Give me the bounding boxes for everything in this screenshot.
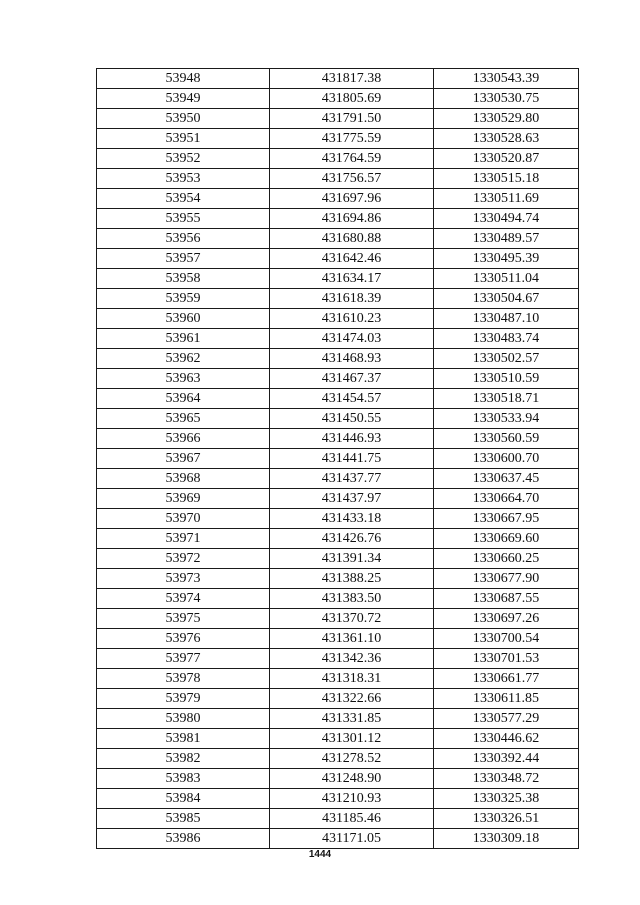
y-coordinate-cell: 1330611.85	[434, 689, 579, 709]
x-coordinate-cell: 431426.76	[270, 529, 434, 549]
y-coordinate-cell: 1330515.18	[434, 169, 579, 189]
x-coordinate-cell: 431634.17	[270, 269, 434, 289]
table-row	[97, 789, 579, 809]
table-row	[97, 169, 579, 189]
table-row	[97, 689, 579, 709]
point-id-cell: 53984	[97, 789, 270, 809]
point-id-cell: 53962	[97, 349, 270, 369]
y-coordinate-cell: 1330577.29	[434, 709, 579, 729]
point-id-cell: 53960	[97, 309, 270, 329]
point-id-cell: 53977	[97, 649, 270, 669]
x-coordinate-cell: 431322.66	[270, 689, 434, 709]
point-id-cell: 53957	[97, 249, 270, 269]
y-coordinate-cell: 1330446.62	[434, 729, 579, 749]
y-coordinate-cell: 1330701.53	[434, 649, 579, 669]
table-row	[97, 569, 579, 589]
x-coordinate-cell: 431437.97	[270, 489, 434, 509]
table-row	[97, 749, 579, 769]
table-row	[97, 669, 579, 689]
x-coordinate-cell: 431468.93	[270, 349, 434, 369]
y-coordinate-cell: 1330530.75	[434, 89, 579, 109]
point-id-cell: 53980	[97, 709, 270, 729]
point-id-cell: 53953	[97, 169, 270, 189]
x-coordinate-cell: 431370.72	[270, 609, 434, 629]
table-row	[97, 149, 579, 169]
x-coordinate-cell: 431388.25	[270, 569, 434, 589]
x-coordinate-cell: 431383.50	[270, 589, 434, 609]
point-id-cell: 53974	[97, 589, 270, 609]
y-coordinate-cell: 1330677.90	[434, 569, 579, 589]
table-row	[97, 289, 579, 309]
point-id-cell: 53951	[97, 129, 270, 149]
point-id-cell: 53982	[97, 749, 270, 769]
y-coordinate-cell: 1330510.59	[434, 369, 579, 389]
table-row	[97, 549, 579, 569]
table-row	[97, 309, 579, 329]
x-coordinate-cell: 431248.90	[270, 769, 434, 789]
x-coordinate-cell: 431185.46	[270, 809, 434, 829]
table-row	[97, 429, 579, 449]
x-coordinate-cell: 431764.59	[270, 149, 434, 169]
x-coordinate-cell: 431318.31	[270, 669, 434, 689]
y-coordinate-cell: 1330518.71	[434, 389, 579, 409]
point-id-cell: 53978	[97, 669, 270, 689]
point-id-cell: 53972	[97, 549, 270, 569]
point-id-cell: 53985	[97, 809, 270, 829]
point-id-cell: 53986	[97, 829, 270, 849]
x-coordinate-cell: 431301.12	[270, 729, 434, 749]
y-coordinate-cell: 1330529.80	[434, 109, 579, 129]
y-coordinate-cell: 1330669.60	[434, 529, 579, 549]
point-id-cell: 53981	[97, 729, 270, 749]
x-coordinate-cell: 431441.75	[270, 449, 434, 469]
table-row	[97, 349, 579, 369]
x-coordinate-cell: 431467.37	[270, 369, 434, 389]
table-row	[97, 629, 579, 649]
table-row	[97, 129, 579, 149]
coordinate-table	[96, 68, 579, 849]
table-row	[97, 69, 579, 89]
point-id-cell: 53983	[97, 769, 270, 789]
table-row	[97, 109, 579, 129]
y-coordinate-cell: 1330483.74	[434, 329, 579, 349]
y-coordinate-cell: 1330392.44	[434, 749, 579, 769]
x-coordinate-cell: 431697.96	[270, 189, 434, 209]
table-row	[97, 509, 579, 529]
y-coordinate-cell: 1330660.25	[434, 549, 579, 569]
y-coordinate-cell: 1330520.87	[434, 149, 579, 169]
x-coordinate-cell: 431331.85	[270, 709, 434, 729]
table-row	[97, 529, 579, 549]
point-id-cell: 53949	[97, 89, 270, 109]
y-coordinate-cell: 1330326.51	[434, 809, 579, 829]
table-row	[97, 769, 579, 789]
y-coordinate-cell: 1330502.57	[434, 349, 579, 369]
x-coordinate-cell: 431775.59	[270, 129, 434, 149]
y-coordinate-cell: 1330543.39	[434, 69, 579, 89]
table-row	[97, 189, 579, 209]
table-row	[97, 649, 579, 669]
x-coordinate-cell: 431791.50	[270, 109, 434, 129]
table-row	[97, 709, 579, 729]
x-coordinate-cell: 431680.88	[270, 229, 434, 249]
y-coordinate-cell: 1330511.04	[434, 269, 579, 289]
point-id-cell: 53967	[97, 449, 270, 469]
point-id-cell: 53966	[97, 429, 270, 449]
coordinate-table-body	[97, 69, 579, 849]
point-id-cell: 53956	[97, 229, 270, 249]
y-coordinate-cell: 1330528.63	[434, 129, 579, 149]
y-coordinate-cell: 1330697.26	[434, 609, 579, 629]
y-coordinate-cell: 1330661.77	[434, 669, 579, 689]
point-id-cell: 53975	[97, 609, 270, 629]
y-coordinate-cell: 1330637.45	[434, 469, 579, 489]
table-row	[97, 809, 579, 829]
table-row	[97, 609, 579, 629]
point-id-cell: 53970	[97, 509, 270, 529]
x-coordinate-cell: 431474.03	[270, 329, 434, 349]
x-coordinate-cell: 431278.52	[270, 749, 434, 769]
x-coordinate-cell: 431171.05	[270, 829, 434, 849]
y-coordinate-cell: 1330325.38	[434, 789, 579, 809]
point-id-cell: 53961	[97, 329, 270, 349]
y-coordinate-cell: 1330348.72	[434, 769, 579, 789]
point-id-cell: 53971	[97, 529, 270, 549]
y-coordinate-cell: 1330309.18	[434, 829, 579, 849]
x-coordinate-cell: 431805.69	[270, 89, 434, 109]
y-coordinate-cell: 1330494.74	[434, 209, 579, 229]
y-coordinate-cell: 1330487.10	[434, 309, 579, 329]
table-row	[97, 369, 579, 389]
table-row	[97, 469, 579, 489]
y-coordinate-cell: 1330560.59	[434, 429, 579, 449]
table-row	[97, 409, 579, 429]
y-coordinate-cell: 1330600.70	[434, 449, 579, 469]
y-coordinate-cell: 1330667.95	[434, 509, 579, 529]
point-id-cell: 53973	[97, 569, 270, 589]
y-coordinate-cell: 1330664.70	[434, 489, 579, 509]
point-id-cell: 53979	[97, 689, 270, 709]
x-coordinate-cell: 431433.18	[270, 509, 434, 529]
point-id-cell: 53968	[97, 469, 270, 489]
table-row	[97, 249, 579, 269]
table-row	[97, 389, 579, 409]
point-id-cell: 53952	[97, 149, 270, 169]
point-id-cell: 53969	[97, 489, 270, 509]
table-row	[97, 729, 579, 749]
point-id-cell: 53958	[97, 269, 270, 289]
x-coordinate-cell: 431694.86	[270, 209, 434, 229]
page-number: 1444	[308, 849, 332, 860]
table-row	[97, 329, 579, 349]
point-id-cell: 53964	[97, 389, 270, 409]
point-id-cell: 53959	[97, 289, 270, 309]
point-id-cell: 53955	[97, 209, 270, 229]
y-coordinate-cell: 1330495.39	[434, 249, 579, 269]
y-coordinate-cell: 1330533.94	[434, 409, 579, 429]
table-row	[97, 89, 579, 109]
y-coordinate-cell: 1330489.57	[434, 229, 579, 249]
x-coordinate-cell: 431610.23	[270, 309, 434, 329]
point-id-cell: 53950	[97, 109, 270, 129]
table-row	[97, 829, 579, 849]
table-row	[97, 449, 579, 469]
x-coordinate-cell: 431210.93	[270, 789, 434, 809]
x-coordinate-cell: 431342.36	[270, 649, 434, 669]
table-row	[97, 269, 579, 289]
table-row	[97, 229, 579, 249]
x-coordinate-cell: 431437.77	[270, 469, 434, 489]
x-coordinate-cell: 431361.10	[270, 629, 434, 649]
table-row	[97, 589, 579, 609]
y-coordinate-cell: 1330504.67	[434, 289, 579, 309]
table-row	[97, 489, 579, 509]
table-row	[97, 209, 579, 229]
y-coordinate-cell: 1330687.55	[434, 589, 579, 609]
point-id-cell: 53954	[97, 189, 270, 209]
x-coordinate-cell: 431446.93	[270, 429, 434, 449]
x-coordinate-cell: 431642.46	[270, 249, 434, 269]
x-coordinate-cell: 431618.39	[270, 289, 434, 309]
y-coordinate-cell: 1330700.54	[434, 629, 579, 649]
x-coordinate-cell: 431756.57	[270, 169, 434, 189]
y-coordinate-cell: 1330511.69	[434, 189, 579, 209]
x-coordinate-cell: 431450.55	[270, 409, 434, 429]
x-coordinate-cell: 431454.57	[270, 389, 434, 409]
point-id-cell: 53948	[97, 69, 270, 89]
point-id-cell: 53965	[97, 409, 270, 429]
x-coordinate-cell: 431817.38	[270, 69, 434, 89]
point-id-cell: 53963	[97, 369, 270, 389]
x-coordinate-cell: 431391.34	[270, 549, 434, 569]
point-id-cell: 53976	[97, 629, 270, 649]
